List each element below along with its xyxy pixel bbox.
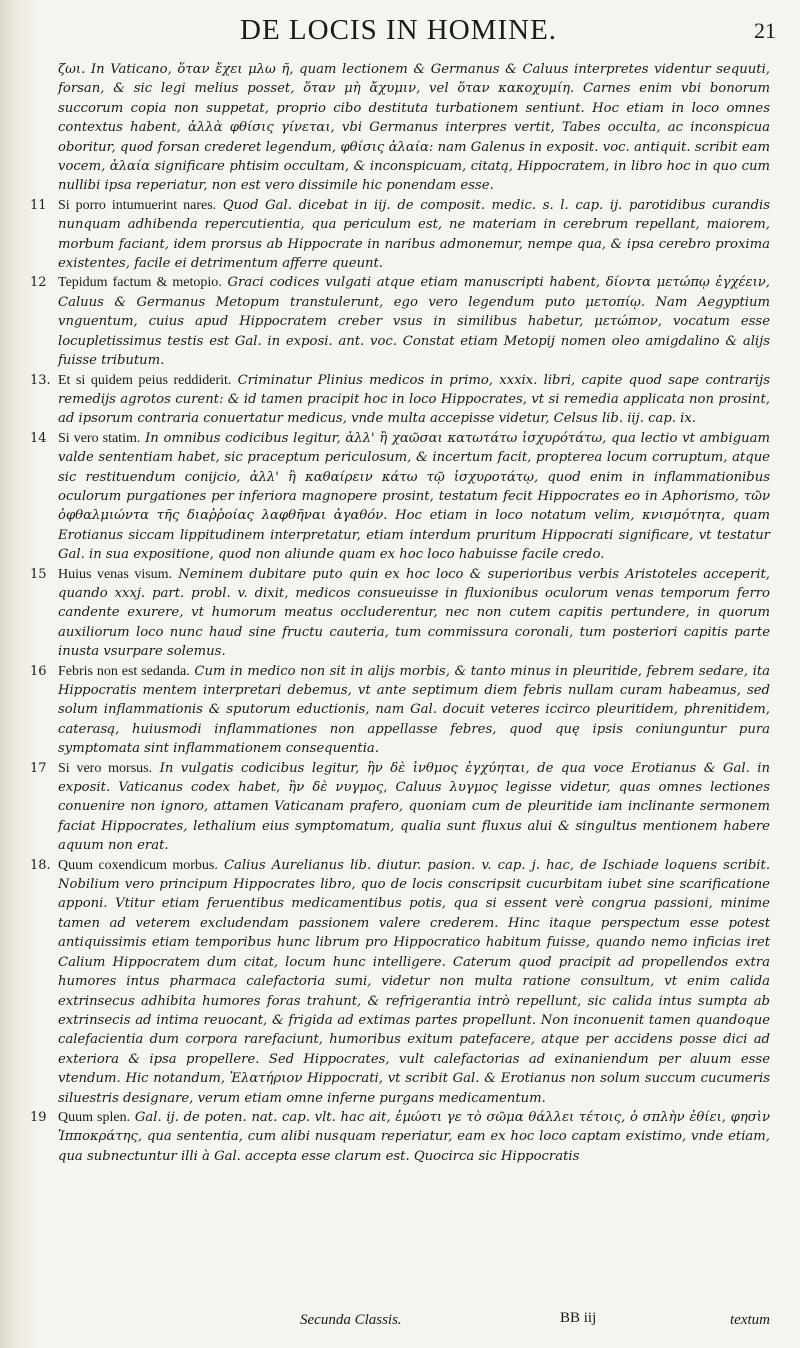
commentary-entry [30, 273, 770, 370]
entry-lemma: Si porro intumuerint nares. [58, 197, 217, 213]
commentary-entry [30, 1108, 770, 1166]
entry-lemma: Tepidum factum & metopio. [58, 275, 222, 291]
entry-text: Criminatur Plinius medicos in primo, xxxix. libri, capite quod sape contrarijs remedijs agrotos curent: & id tamen pracipit hoc in loco Hippocrates, vt si remedia applicata non prosint, ad ipsorum contraria conuertatur medicus, vnde multa accepisse videtur, Celsus lib. iij. cap. ix. [58, 372, 770, 427]
entry-number: 13. [30, 372, 51, 388]
commentary-entry [30, 565, 770, 662]
entry-text: Gal. ij. de poten. nat. cap. vlt. hac ait, ἐμώοτι γε τὸ σῶμα θάλλει τέτοις, ὁ σπλὴν ἐθίει, φησὶν Ἱπποκράτης, qua sententia, cum alibi nusquam reperiatur, eam ex hoc loco captam existimo, vnde etiam, qua subnectuntur illi à Gal. accepta esse clarum est. Quocirca sic Hippocratis [58, 1109, 770, 1164]
entry-lemma: Febris non est sedanda. [58, 663, 190, 679]
page-footer [30, 1310, 780, 1338]
entry-text: In omnibus codicibus legitur, ἀλλ' ἢ χαῶσαι κατωτάτω ἰσχυρότάτω, qua lectio vt ambiguam valde sententiam habet, sic praceptum periculosum, & incertum facit, propterea locum corruptum, atque sic restituendum conijcio, ἀλλ' ἢ καθαίρειν κάτω τῷ ἰσχυροτάτῳ, quod enim in inflammationibus oculorum purgationes per inferiora magnopere prosint, testatum fecit Hippocrates eo in Aphorismo, τῶν ὀφθαλμιώντα τῆς διαῤῥοίας λαφθῆναι ἀγαθόν. Hoc etiam in loco notatum velim, κνισμότητα, quam Erotianus siccam lippitudinem interpretatur, etiam interdum pruritum Hippocrati significare, vt testatur Gal. in sua expositione, quod non aliunde quam ex hoc loco habuisse facile credo. [58, 430, 770, 563]
entry-lemma: Si vero morsus. [58, 760, 153, 776]
entry-lemma: Si vero statim. [58, 430, 141, 446]
classis-note: Secunda Classis. [300, 1312, 402, 1328]
entry-number: 15 [30, 566, 47, 582]
commentary-entry [30, 371, 770, 429]
entry-text: Calius Aurelianus lib. diutur. pasion. v. cap. j. hac, de Ischiade loquens scribit. Nobilium vero principum Hippocrates libro, quo de locis conscripsit cucurbitam iubet sine scarificatione apponi. Vtitur etiam feruentibus medicamentibus potis, qua si essent verè congrua passioni, minime tamen ad veterem excludendam passionem valere crederem. Hinc itaque perspectum esse potest antiquissimis etiam temporibus hunc librum pro Hippocratico habitum fuisse, quando nemo inficias iret Calium Hippocratem dum citat, locum hunc intelligere. Caterum quod pracipit ad propellendos extra humores intus pharmaca calefactoria sumi, videtur non multa ratione consultum, vt enim calida extrinsecus adhibita humores foras trahunt, & refrigerantia intrò repellunt, sic calida intus sumpta ab extrinsecis ad intima reuocant, & frigida ad extimas partes propellunt. Non inconuenit tamen quandoque calefacientia dum corpora rarefaciunt, humoribus exitum patefacere, atque per accidens posse dici ad exteriora & ipsa propellere. Sed Hippocrates, vult calefactorias ad exinaniendum per aluum esse vtendum. Hic notandum, Ἐλατήριον Hippocrati, vt scribit Gal. & Erotianus non solum succum cucumeris siluestris designare, verum etiam omne inferne purgans medicamentum. [58, 857, 771, 1106]
entry-number: 17 [30, 760, 47, 776]
commentary-entry [30, 662, 770, 759]
commentary-entry [30, 60, 770, 196]
entry-text: Graci codices vulgati atque etiam manuscripti habent, δίοντα μετώπῳ ἐγχέειν, Caluus & Germanus Metopum transtulerunt, ego vero legendum puto μετοπίῳ. Nam Aegyptium vnguentum, cuius apud Hippocratem creber vsus in similibus habetur, μετώπιον, vocatum esse locupletissimus testis est Gal. in exposi. ant. voc. Constat etiam Metopij nomen oleo amigdalino & alijs fuisse tributum. [58, 275, 770, 369]
page-body [30, 60, 770, 1166]
commentary-entry [30, 429, 770, 565]
entry-number: 14 [30, 430, 47, 446]
entry-lemma: Quum splen. [58, 1109, 131, 1125]
entry-lemma: Et si quidem peius reddiderit. [58, 372, 232, 388]
entry-text: Neminem dubitare puto quin ex hoc loco & superioribus verbis Aristoteles acceperit, quando xxxj. part. probl. v. dixit, medicos consueuisse in fluxionibus oculorum venas temporum ferro candente exurere, vt humorum meatus occluderentur, nec non cutem capitis pertundere, in quorum auxiliorum loco nunc haud sine fructu cauteria, tum commissura coronali, tum posteriori capitis parte inusta vsurpare solemus. [58, 566, 770, 660]
page-header [240, 14, 780, 54]
commentary-entry [30, 759, 770, 856]
entry-number: 16 [30, 663, 47, 679]
entry-text: Quod Gal. dicebat in iij. de composit. medic. s. l. cap. ij. parotidibus curandis nunquam adhibenda repercutientia, qua periculum est, ne materiam in cerebrum repellant, maiorem, morbum faciant, idem prorsus ab Hippocrate in naribus admonemur, nempe qua, & ipsa cerebro proxima existentes, facile ei detrimentum afferre queunt. [58, 197, 770, 272]
entry-number: 12 [30, 275, 47, 291]
commentary-entry [30, 196, 770, 274]
entry-number: 19 [30, 1109, 47, 1125]
entry-text: In vulgatis codicibus legitur, ἢν δὲ ἰνθμος ἐγχύηται, de qua voce Erotianus & Gal. in exposit. Vaticanus codex habet, ἢν δὲ νυγμος, Caluus λυγμος legisse videtur, quas omnes lectiones conuenire non ignoro, attamen Vaticanam prafero, quoniam cum de pleuritide iam inclinante sermonem faciat Hippocrates, lethalium eius symptomatum, qualia sunt fluxus alui & singultus mentionem habere aquum non erat. [58, 760, 770, 854]
entry-text: ζωι. In Vaticano, ὅταν ἔχει μλω ῆ, quam lectionem & Germanus & Caluus interpretes videntur sequuti, forsan, & sic legi melius posset, ὅταν μὴ ἄχυμιν, vel ὅταν κακοχυμίη. Carnes enim vbi bonorum succorum copia non suppetat, proprio cibo destituta turbationem sentiunt. Hoc etiam in loco omnes contextus habent, ἀλλὰ φθίσις γίνεται, vbi Germanus interpres vertit, Tabes occulta, ac inconspicua oboritur, quod forsan crederet legendum, φθίσις ἀλαία: nam Galenus in exposit. voc. antiquit. scribit eam vocem, ἀλαία significare phtisim occultam, & inconspicuam, citatą, Hippocratem, in libro hoc in quo cum nullibi ipsa reperiatur, non est vero dissimile hic ponendam esse. [58, 62, 770, 194]
catchword: textum [730, 1312, 770, 1328]
signature-mark: BB iij [560, 1310, 597, 1326]
entry-text: Cum in medico non sit in alijs morbis, & tanto minus in pleuritide, febrem sedare, ita Hippocratis mentem interpretari debemus, vt ante septimum diem febris nullam curam habeamus, sed solum inflammationis & sputorum eductionis, nam Gal. docuit veteres iccirco pleuritidem, phrenitidem, caterasą, huiusmodi inflammationes non appellasse febres, quod quę ipsis coniunguntur pura symptomata sint inflammationem consequentia. [58, 663, 770, 757]
entry-number: 11 [30, 197, 47, 213]
running-title: DE LOCIS IN HOMINE. [240, 14, 558, 46]
entry-lemma: Quum coxendicum morbus. [58, 857, 218, 873]
page-number: 21 [754, 18, 776, 43]
commentary-entry [30, 856, 770, 1108]
entry-number: 18. [30, 857, 51, 873]
entry-lemma: Huius venas visum. [58, 566, 173, 582]
